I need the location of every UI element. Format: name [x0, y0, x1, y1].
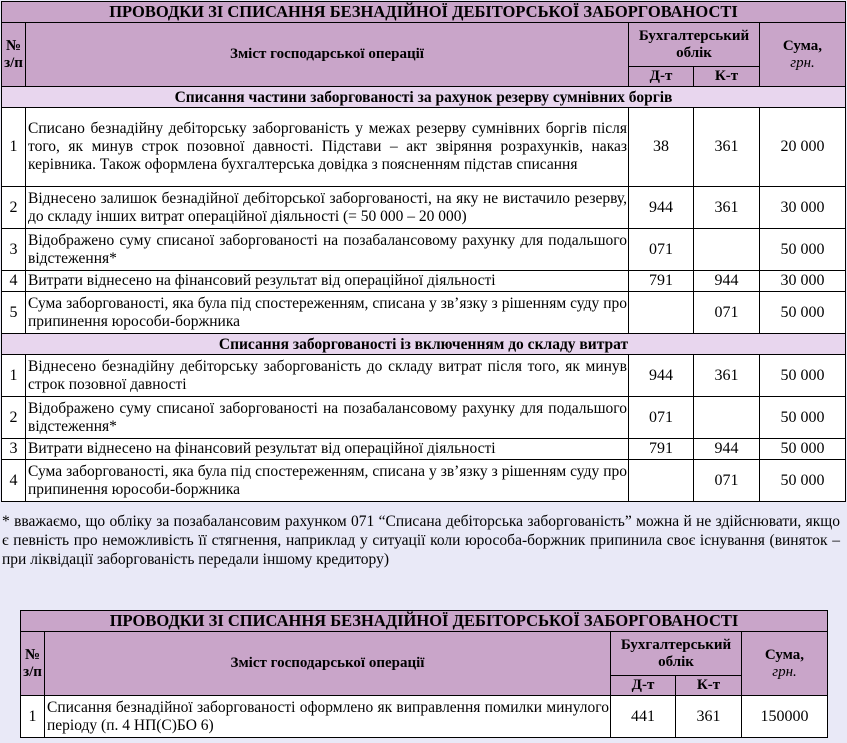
header-content: Зміст господарської операції [45, 632, 611, 696]
row-sum: 50 000 [760, 292, 846, 334]
row-num: 1 [21, 696, 45, 738]
header-sum-unit: грн. [790, 54, 815, 71]
row-sum: 50 000 [760, 460, 846, 502]
row-text: Списано безнадійну дебіторську заборгованість у межах резерву сумнівних боргів після того, як минув строк позовної давності. Підстави – акт звіряння розрахунків, наказ керівника. Також оформлена бухгалтерська довідка з поясненням підстав списання [26, 108, 629, 187]
row-credit [694, 229, 760, 271]
row-text: Сума заборгованості, яка була під спостереженням, списана у зв’язку з рішенням суду про припинення юрособи-боржника [26, 460, 629, 502]
header-num: № з/п [21, 632, 45, 696]
table-row [2, 460, 846, 502]
row-text: Відображено суму списаної заборгованості на позабалансовому рахунку для подальшого відстеження* [26, 229, 629, 271]
row-num: 4 [2, 271, 26, 292]
row-text: Витрати віднесено на фінансовий результат від операційної діяльності [26, 271, 629, 292]
row-debit: 791 [629, 271, 694, 292]
table-row [2, 187, 846, 229]
header-credit: К-т [694, 67, 760, 87]
header-accounting: Бухгалтерський облік [611, 632, 742, 676]
footnote: * вважаємо, що обліку за позабалансовим рахунком 071 “Списана дебіторська заборгованість” можна й не здійснювати, якщо є певність про неможливість її стягнення, наприклад у ситуації коли юрособа-боржник припинила своє існування (виняток – при ліквідації заборгованість передали іншому кредитору) [2, 513, 840, 568]
header-credit: К-т [676, 676, 742, 696]
header-sum-unit: грн. [772, 663, 797, 680]
row-num: 1 [2, 355, 26, 397]
row-sum: 50 000 [760, 355, 846, 397]
row-sum: 20 000 [760, 108, 846, 187]
row-text: Відображено суму списаної заборгованості на позабалансовому рахунку для подальшого відстеження* [26, 397, 629, 439]
row-sum: 30 000 [760, 187, 846, 229]
row-text: Сума заборгованості, яка була під спостереженням, списана у зв’язку з рішенням суду про припинення юрособи-боржника [26, 292, 629, 334]
row-debit [629, 460, 694, 502]
table-title: ПРОВОДКИ ЗІ СПИСАННЯ БЕЗНАДІЙНОЇ ДЕБІТОРСЬКОЇ ЗАБОРГОВАНОСТІ [2, 2, 846, 23]
row-debit: 38 [629, 108, 694, 187]
section-title: Списання частини заборгованості за рахунок резерву сумнівних боргів [2, 87, 846, 108]
row-sum: 30 000 [760, 271, 846, 292]
row-credit: 361 [694, 355, 760, 397]
row-debit: 791 [629, 439, 694, 460]
row-credit: 944 [694, 439, 760, 460]
row-text: Віднесено безнадійну дебіторську заборгованість до складу витрат після того, як минув строк позовної давності [26, 355, 629, 397]
row-debit: 944 [629, 187, 694, 229]
row-credit [694, 397, 760, 439]
table-row [2, 292, 846, 334]
row-text: Віднесено залишок безнадійної дебіторської заборгованості, на яку не вистачило резерву, до складу інших витрат операційної діяльності (= 50 000 – 20 000) [26, 187, 629, 229]
row-debit: 071 [629, 229, 694, 271]
row-debit: 441 [611, 696, 676, 738]
row-credit: 071 [694, 460, 760, 502]
row-sum: 150000 [742, 696, 828, 738]
row-sum: 50 000 [760, 229, 846, 271]
header-accounting: Бухгалтерський облік [629, 23, 760, 67]
table-row [2, 355, 846, 397]
header-sum [742, 632, 828, 696]
table-row [2, 271, 846, 292]
section-title: Списання заборгованості із включенням до складу витрат [2, 334, 846, 355]
row-sum: 50 000 [760, 439, 846, 460]
row-num: 4 [2, 460, 26, 502]
table-row [2, 229, 846, 271]
table-row [2, 108, 846, 187]
table-title: ПРОВОДКИ ЗІ СПИСАННЯ БЕЗНАДІЙНОЇ ДЕБІТОРСЬКОЇ ЗАБОРГОВАНОСТІ [21, 611, 828, 632]
row-num: 2 [2, 187, 26, 229]
row-num: 3 [2, 229, 26, 271]
row-num: 3 [2, 439, 26, 460]
row-debit: 071 [629, 397, 694, 439]
row-num: 5 [2, 292, 26, 334]
table-row [2, 439, 846, 460]
entries-table-correction [20, 610, 828, 738]
table-row [2, 397, 846, 439]
entries-table-reserve [1, 1, 846, 502]
row-num: 2 [2, 397, 26, 439]
row-num: 1 [2, 108, 26, 187]
header-sum [760, 23, 846, 87]
row-sum: 50 000 [760, 397, 846, 439]
row-credit: 361 [694, 187, 760, 229]
row-text: Списання безнадійної заборгованості оформлено як виправлення помилки минулого періоду (п. 4 НП(С)БО 6) [45, 696, 611, 738]
row-credit: 944 [694, 271, 760, 292]
row-debit [629, 292, 694, 334]
table-row [21, 696, 828, 738]
header-num: № з/п [2, 23, 26, 87]
row-text: Витрати віднесено на фінансовий результат від операційної діяльності [26, 439, 629, 460]
header-content: Зміст господарської операції [26, 23, 629, 87]
header-sum-label: Сума, [782, 37, 823, 54]
header-debit: Д-т [611, 676, 676, 696]
row-debit: 944 [629, 355, 694, 397]
row-credit: 071 [694, 292, 760, 334]
row-credit: 361 [694, 108, 760, 187]
header-sum-label: Сума, [764, 646, 805, 663]
row-credit: 361 [676, 696, 742, 738]
header-debit: Д-т [629, 67, 694, 87]
